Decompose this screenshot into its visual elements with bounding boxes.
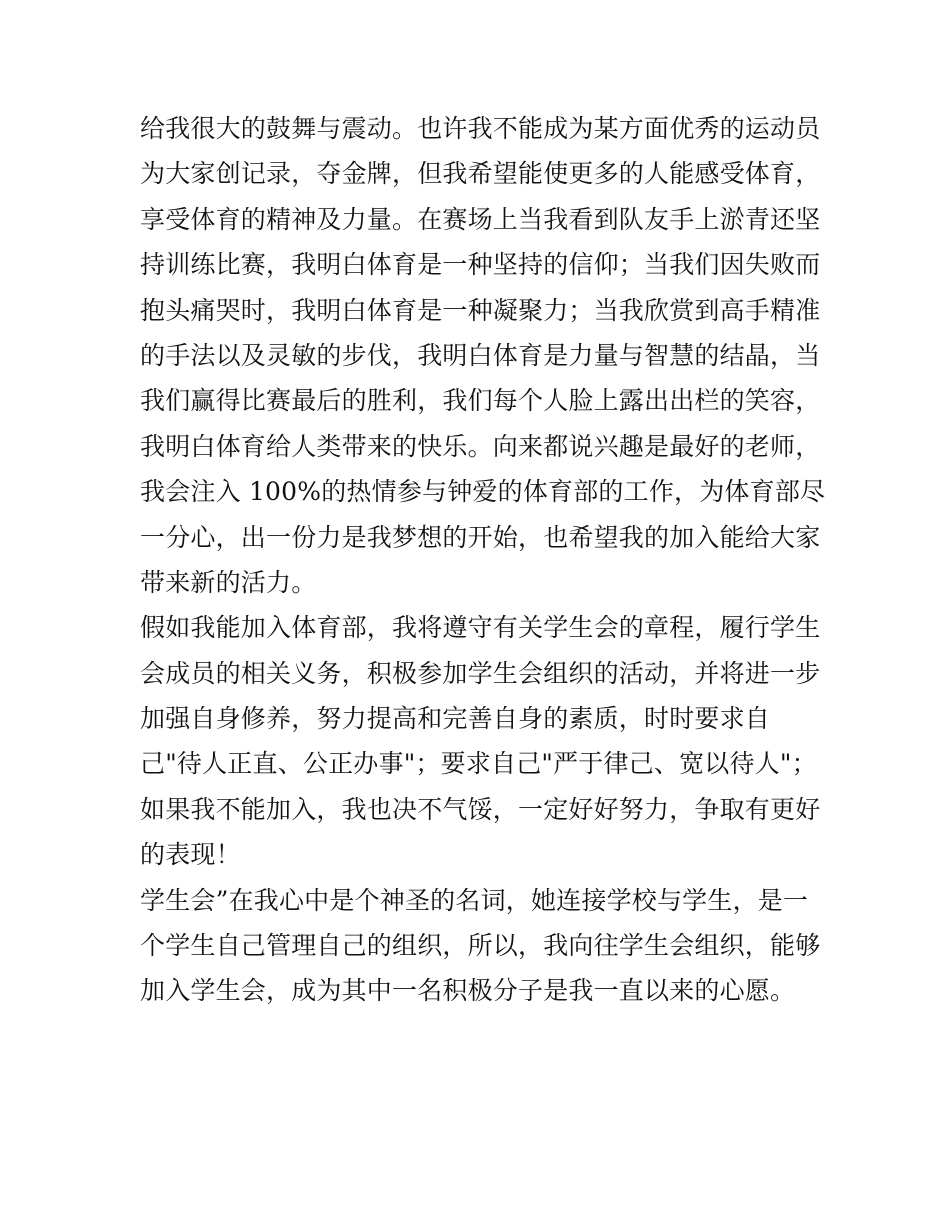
text-line: 会成员的相关义务，积极参加学生会组织的活动，并将进一步 — [140, 658, 821, 688]
text-line: 为大家创记录，夺金牌，但我希望能使更多的人能感受体育， — [140, 159, 821, 189]
text-line: 假如我能加入体育部，我将遵守有关学生会的章程，履行学生 — [140, 613, 821, 643]
text-line: 个学生自己管理自己的组织，所以，我向往学生会组织，能够 — [140, 931, 821, 961]
text-line: 的表现！ — [140, 840, 241, 870]
text-line: 一分心，出一份力是我梦想的开始，也希望我的加入能给大家 — [140, 522, 821, 552]
text-line: 我明白体育给人类带来的快乐。向来都说兴趣是最好的老师， — [140, 431, 821, 461]
text-line: 给我很大的鼓舞与震动。也许我不能成为某方面优秀的运动员 — [140, 114, 821, 143]
text-line: 我们赢得比赛最后的胜利，我们每个人脸上露出出栏的笑容， — [140, 386, 821, 416]
text-line: 享受体育的精神及力量。在赛场上当我看到队友手上淤青还坚 — [140, 204, 821, 234]
text-line: 加入学生会，成为其中一名积极分子是我一直以来的心愿。 — [140, 976, 796, 1006]
text-line: 学生会”在我心中是个神圣的名词，她连接学校与学生，是一 — [140, 885, 809, 915]
text-line: 己"待人正直、公正办事"；要求自己"严于律己、宽以待人"； — [140, 749, 817, 779]
text-line: 的手法以及灵敏的步伐，我明白体育是力量与智慧的结晶，当 — [140, 340, 821, 370]
text-line: 持训练比赛，我明白体育是一种坚持的信仰；当我们因失败而 — [140, 250, 821, 280]
body-text — [140, 106, 830, 1014]
text-line: 加强自身修养，努力提高和完善自身的素质，时时要求自 — [140, 704, 771, 734]
text-line: 带来新的活力。 — [140, 567, 317, 597]
text-line: 如果我不能加入，我也决不气馁，一定好好努力，争取有更好 — [140, 794, 821, 824]
text-line: 抱头痛哭时，我明白体育是一种凝聚力；当我欣赏到高手精准 — [140, 295, 821, 325]
text-line: 我会注入 100%的热情参与钟爱的体育部的工作，为体育部尽 — [140, 477, 826, 507]
